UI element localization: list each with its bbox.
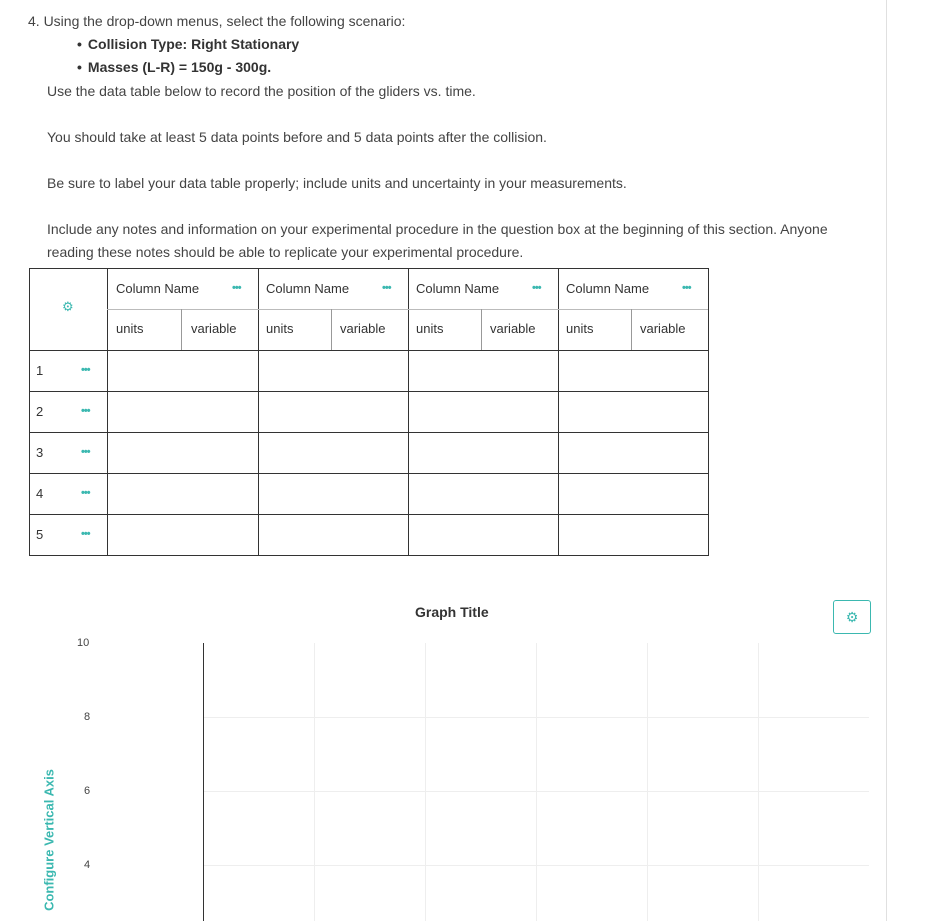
column-2-name[interactable]: Column Name (266, 281, 350, 296)
column-2-menu-icon[interactable]: ••• (382, 282, 391, 294)
column-4-variable[interactable]: variable (640, 321, 686, 336)
instruction-data-points: You should take at least 5 data points before and 5 data points after the collision. (47, 129, 547, 145)
graph-title[interactable]: Graph Title (415, 604, 489, 620)
column-3-units[interactable]: units (416, 321, 444, 336)
column-1-menu-icon[interactable]: ••• (232, 282, 241, 294)
row-2-menu-icon[interactable]: ••• (81, 405, 90, 417)
grid-line (758, 643, 759, 921)
row-3-number: 3 (36, 445, 44, 460)
y-tick-label: 8 (84, 711, 91, 723)
row-4-number: 4 (36, 486, 44, 501)
row-1-menu-icon[interactable]: ••• (81, 364, 90, 376)
column-3-menu-icon[interactable]: ••• (532, 282, 541, 294)
y-tick-label: 4 (84, 859, 91, 871)
column-4-units[interactable]: units (566, 321, 594, 336)
grid-line (314, 643, 315, 921)
column-2-units[interactable]: units (266, 321, 294, 336)
grid-line (425, 643, 426, 921)
row-5-menu-icon[interactable]: ••• (81, 528, 90, 540)
column-4-menu-icon[interactable]: ••• (682, 282, 691, 294)
column-3-variable[interactable]: variable (490, 321, 536, 336)
column-2-variable[interactable]: variable (340, 321, 386, 336)
grid-line (536, 643, 537, 921)
column-3-name[interactable]: Column Name (416, 281, 500, 296)
gear-icon: ⚙ (845, 608, 859, 625)
row-1-number: 1 (36, 363, 44, 378)
y-axis-line (203, 643, 204, 921)
configure-vertical-axis-link[interactable]: Configure Vertical Axis (41, 769, 57, 911)
row-4-menu-icon[interactable]: ••• (81, 487, 90, 499)
row-5-number: 5 (36, 527, 44, 542)
grid-line (647, 643, 648, 921)
row-2-number: 2 (36, 404, 44, 419)
data-table (29, 268, 709, 556)
scenario-masses: • Masses (L-R) = 150g - 300g. (77, 59, 271, 75)
y-tick-label: 6 (84, 785, 91, 797)
row-3-menu-icon[interactable]: ••• (81, 446, 90, 458)
instruction-notes: Include any notes and information on your experimental procedure in the question box at the beginning of this section. Anyone reading these notes should be able to replicate your experimental procedure. (47, 221, 828, 260)
instruction-record: Use the data table below to record the position of the gliders vs. time. (47, 83, 476, 99)
column-1-variable[interactable]: variable (191, 321, 237, 336)
column-1-name[interactable]: Column Name (116, 281, 200, 296)
graph-settings-button[interactable] (833, 600, 871, 634)
table-settings-gear-icon[interactable]: ⚙ (62, 299, 74, 314)
instruction-label-table: Be sure to label your data table properly; include units and uncertainty in your measurements. (47, 175, 627, 191)
question-title: 4. Using the drop-down menus, select the following scenario: (28, 13, 406, 29)
column-1-units[interactable]: units (116, 321, 144, 336)
panel-border (886, 0, 887, 921)
column-4-name[interactable]: Column Name (566, 281, 650, 296)
scenario-collision-type: • Collision Type: Right Stationary (77, 36, 299, 52)
y-tick-label: 10 (77, 637, 90, 649)
